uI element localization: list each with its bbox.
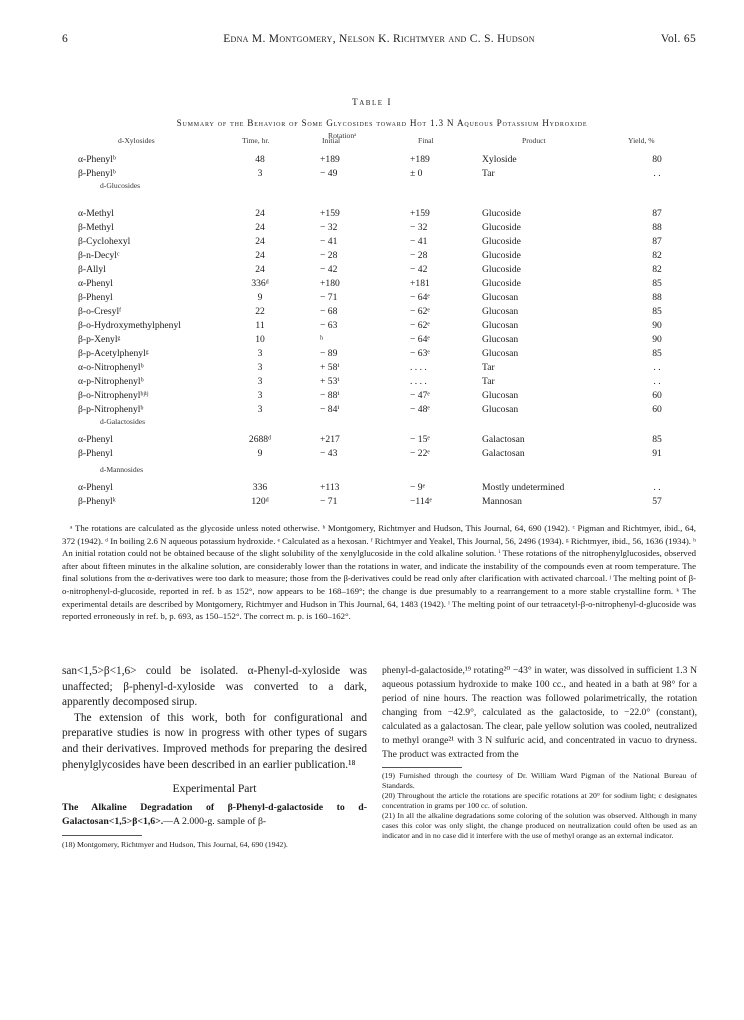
cell-time: 11 [255,320,265,331]
cell-compound: α-Phenylᵇ [78,154,116,165]
volume: Vol. 65 [660,33,696,45]
authors: Edna M. Montgomery, Nelson K. Richtmyer and C. S. Hudson [223,33,535,45]
cell-initial-rotation: − 42 [320,264,338,275]
table-row [0,222,744,235]
table-row [0,320,744,333]
table-row [0,496,744,509]
right-footnote-rule [382,767,462,768]
cell-product: Glucosan [482,390,519,401]
cell-yield: . . [653,168,661,179]
footnote-21: (21) In all the alkaline degradations some coloring of the solution was observed. Although in many cases this color was only slight, the change produced on neutralization could often be used as an indicator and in no case did it interfere with the use of methyl orange as an external indicator. [382,811,697,840]
table-row [0,278,744,291]
footnote-20: (20) Throughout the article the rotations are specific rotations at 20° for sodium light; c designates concentration in grams per 100 cc. of solution. [382,791,697,810]
cell-final-rotation: +181 [410,278,430,289]
cell-final-rotation: − 63ᵉ [410,348,430,359]
cell-yield: 88 [652,292,662,303]
cell-yield: 91 [652,448,662,459]
right-column [382,664,697,841]
cell-time: 336ᵈ [251,278,269,289]
cell-final-rotation: − 41 [410,236,428,247]
cell-time: 2688ᵈ [248,434,272,445]
cell-product: Glucosan [482,292,519,303]
table-row [0,154,744,167]
table-row [0,292,744,305]
cell-final-rotation: − 42 [410,264,428,275]
col-header-initial: Initial [322,136,341,145]
footnote-19: (19) Furnished through the courtesy of Dr. William Ward Pigman of the National Bureau of Standards. [382,771,697,790]
left-para-1: san<1,5>β<1,6> could be isolated. α-Phenyl-d-xyloside was unaffected; β-phenyl-d-xyloside was converted to a dark, apparently decomposed sirup. [62,665,367,709]
cell-final-rotation: − 32 [410,222,428,233]
col-header-xylosides: d-Xylosides [118,136,155,145]
table-row [0,404,744,417]
table-row [0,448,744,461]
cell-initial-rotation: − 88ⁱ [320,390,340,401]
cell-compound: β-Phenyl [78,292,113,303]
cell-product: Tar [482,168,495,179]
cell-time: 24 [255,208,265,219]
cell-yield: 85 [652,278,662,289]
experimental-heading: Experimental Part [172,782,257,796]
table-row [0,264,744,277]
cell-time: 22 [255,306,265,317]
cell-compound: β-Phenyl [78,448,113,459]
cell-yield: 90 [652,320,662,331]
cell-compound: β-Phenylᵇ [78,168,116,179]
cell-final-rotation: +159 [410,208,430,219]
cell-initial-rotation: − 28 [320,250,338,261]
cell-initial-rotation: +159 [320,208,340,219]
cell-product: Glucoside [482,236,521,247]
table-row [0,348,744,361]
col-header-time: Time, hr. [242,136,270,145]
cell-final-rotation: − 15ᵉ [410,434,430,445]
cell-initial-rotation: + 58ⁱ [320,362,340,373]
cell-final-rotation: − 62ᵉ [410,320,430,331]
cell-compound: β-o-Hydroxymethylphenyl [78,320,181,331]
cell-initial-rotation: +180 [320,278,340,289]
cell-product: Glucoside [482,222,521,233]
cell-initial-rotation: − 68 [320,306,338,317]
cell-initial-rotation: +113 [320,482,340,493]
cell-compound: α-Methyl [78,208,114,219]
cell-compound: β-o-Nitrophenylᵇʲⁱʲ [78,390,149,401]
cell-product: Tar [482,376,495,387]
cell-product: Mostly undetermined [482,482,565,493]
table-row [0,334,744,347]
cell-compound: β-Cyclohexyl [78,236,131,247]
cell-time: 10 [255,334,265,345]
table-row [0,250,744,263]
cell-time: 3 [257,404,263,415]
section-galactosides: d-Galactosides [100,417,146,426]
table-row [0,236,744,249]
cell-time: 9 [257,292,263,303]
cell-compound: α-p-Nitrophenylᵇ [78,376,144,387]
cell-yield: 87 [652,208,662,219]
cell-compound: α-Phenyl [78,434,113,445]
experimental-paragraph [62,801,367,829]
col-header-final: Final [418,136,434,145]
cell-initial-rotation: − 43 [320,448,338,459]
cell-final-rotation: . . . . [410,376,427,387]
cell-initial-rotation: − 49 [320,168,338,179]
cell-product: Glucosan [482,348,519,359]
cell-compound: β-p-Nitrophenylᵇ [78,404,144,415]
cell-yield: 80 [652,154,662,165]
cell-yield: . . [653,482,661,493]
cell-compound: α-o-Nitrophenylᵇ [78,362,144,373]
cell-initial-rotation: + 53ⁱ [320,376,340,387]
cell-final-rotation: ± 0 [410,168,423,179]
right-body: phenyl-d-galactoside,¹⁹ rotating²⁰ −43° in water, was dissolved in sufficient 1.3 N aqueous potassium hydroxide to make 100 cc., and heated in a bath at 98° for a period of nine hours. The reaction was followed polarimetrically, the rotation changing from −42.9°, calculated as the galactoside, to −22.0° (constant), calculated as a galactosan. The clear, pale yellow solution was cooled, neutralized to methyl orange²¹ with 3 N sulfuric acid, and concentrated in vacuo to dryness. The product was extracted from the [382,665,697,760]
experimental-bold: The Alkaline Degradation of β-Phenyl-d-galactoside to d-Galactosan<1,5>β<1,6>. [62,801,367,827]
cell-product: Glucosan [482,334,519,345]
cell-compound: β-Phenylᵏ [78,496,116,507]
cell-time: 3 [257,362,263,373]
cell-initial-rotation: +189 [320,154,340,165]
cell-final-rotation: − 62ᵉ [410,306,430,317]
cell-final-rotation: . . . . [410,362,427,373]
cell-compound: β-Methyl [78,222,114,233]
cell-yield: . . [653,376,661,387]
footnote-18: (18) Montgomery, Richtmyer and Hudson, This Journal, 64, 690 (1942). [62,839,288,849]
cell-final-rotation: +189 [410,154,430,165]
cell-compound: β-p-Xenylᵍ [78,334,121,345]
col-header-product: Product [522,136,546,145]
cell-final-rotation: −114ᵉ [410,496,432,507]
cell-time: 3 [257,376,263,387]
cell-product: Xyloside [482,154,517,165]
cell-time: 24 [255,222,265,233]
cell-initial-rotation: − 84ⁱ [320,404,340,415]
cell-yield: 85 [652,348,662,359]
cell-product: Glucoside [482,278,521,289]
cell-yield: . . [653,362,661,373]
table-footnotes [62,522,696,623]
cell-compound: β-n-Decylᶜ [78,250,120,261]
cell-initial-rotation: +217 [320,434,340,445]
cell-yield: 60 [652,390,662,401]
cell-product: Glucoside [482,264,521,275]
cell-final-rotation: − 48ᵉ [410,404,430,415]
cell-yield: 85 [652,306,662,317]
cell-yield: 87 [652,236,662,247]
cell-time: 336 [252,482,268,493]
section-glucosides: d-Glucosides [100,181,141,190]
cell-time: 3 [257,348,263,359]
cell-product: Tar [482,362,495,373]
cell-initial-rotation: − 71 [320,292,338,303]
table-row [0,390,744,403]
cell-initial-rotation: ʰ [320,334,324,345]
cell-compound: α-Phenyl [78,278,113,289]
cell-yield: 90 [652,334,662,345]
table-title: Table I [351,98,393,108]
cell-product: Galactosan [482,434,525,445]
cell-product: Galactosan [482,448,525,459]
cell-time: 3 [257,168,263,179]
cell-yield: 60 [652,404,662,415]
cell-product: Glucosan [482,306,519,317]
running-header [62,33,696,51]
cell-initial-rotation: − 89 [320,348,338,359]
left-para-2: The extension of this work, both for configurational and preparative studies is now in progress with other types of sugars and their derivatives. Improved methods for preparing the desired phenylglycosides have been described in an earlier publication.¹⁸ [62,711,367,771]
cell-yield: 57 [652,496,662,507]
table-row [0,306,744,319]
cell-product: Glucoside [482,250,521,261]
table-row [0,362,744,375]
cell-final-rotation: − 28 [410,250,428,261]
table-row [0,482,744,495]
cell-product: Glucosan [482,320,519,331]
cell-product: Glucosan [482,404,519,415]
cell-yield: 85 [652,434,662,445]
cell-compound: β-Allyl [78,264,106,275]
cell-final-rotation: − 64ᵉ [410,334,430,345]
cell-initial-rotation: − 41 [320,236,338,247]
cell-time: 120ᵈ [251,496,269,507]
cell-compound: α-Phenyl [78,482,113,493]
table-row [0,434,744,447]
cell-yield: 82 [652,264,662,275]
cell-time: 48 [255,154,265,165]
cell-compound: β-p-Acetylphenylᵍ [78,348,149,359]
col-header-yield: Yield, % [628,136,655,145]
cell-yield: 82 [652,250,662,261]
cell-final-rotation: − 47ᵉ [410,390,430,401]
cell-time: 9 [257,448,263,459]
left-column [62,664,367,850]
cell-initial-rotation: − 63 [320,320,338,331]
cell-product: Mannosan [482,496,522,507]
cell-final-rotation: − 22ᵉ [410,448,430,459]
cell-time: 24 [255,264,265,275]
cell-product: Glucoside [482,208,521,219]
table-caption: Summary of the Behavior of Some Glycosides toward Hot 1.3 N Aqueous Potassium Hydroxide [176,118,588,128]
cell-initial-rotation: − 32 [320,222,338,233]
cell-compound: β-o-Cresylᶠ [78,306,122,317]
page-number: 6 [62,33,69,45]
cell-final-rotation: − 64ᵉ [410,292,430,303]
rotation-header: Rotationᵃ [328,131,357,140]
experimental-text: —A 2.000-g. sample of β- [163,815,267,827]
table-row [0,376,744,389]
cell-time: 24 [255,236,265,247]
cell-initial-rotation: − 71 [320,496,338,507]
footnotes-text: ᵃ The rotations are calculated as the glycoside unless noted otherwise. ᵇ Montgomery, Richtmyer and Hudson, This Journal, 64, 690 (1942). ᶜ Pigman and Richtmyer, ibid., 64, 372 (1942). ᵈ In boiling 2.6 N aqueous potassium hydroxide. ᵉ Calculated as a hexosan. ᶠ Richtmyer and Yeakel, This Journal, 56, 2496 (1934). ᵍ Richtmyer, ibid., 56, 1636 (1934). ʰ An initial rotation could not be obtained because of the slight solubility of the xenylglucoside in the cold alkaline solution. ⁱ These rotations of the nitrophenylglucosides, observed after about fifteen minutes in the alkaline solution, are considerably lower than the rotations in water, and indicate the instability of the compounds even at room temperature. The final solutions from the α-derivatives were too dark to measure; those from the β-derivatives could be read only after clarification with activated charcoal. ʲ The melting point of β-o-nitrophenyl-d-glucoside, reported in ref. b as 152°, now appears to be 168–169°; the change is due presumably to a rearrangement to a more stable crystalline form. ᵏ The experimental details are described by Montgomery, Richtmyer and Hudson in This Journal, 64, 1483 (1942). ˡ The melting point of our tetraacetyl-β-o-nitrophenyl-d-glucoside was reported erroneously in ref. b, p. 693, as 150–152°. The correct m. p. is 160–162°. [62,523,696,622]
cell-time: 3 [257,390,263,401]
cell-time: 24 [255,250,265,261]
cell-yield: 88 [652,222,662,233]
section-mannosides: d-Mannosides [100,465,144,474]
cell-final-rotation: − 9ᵉ [410,482,426,493]
table-row [0,208,744,221]
table-row [0,168,744,181]
